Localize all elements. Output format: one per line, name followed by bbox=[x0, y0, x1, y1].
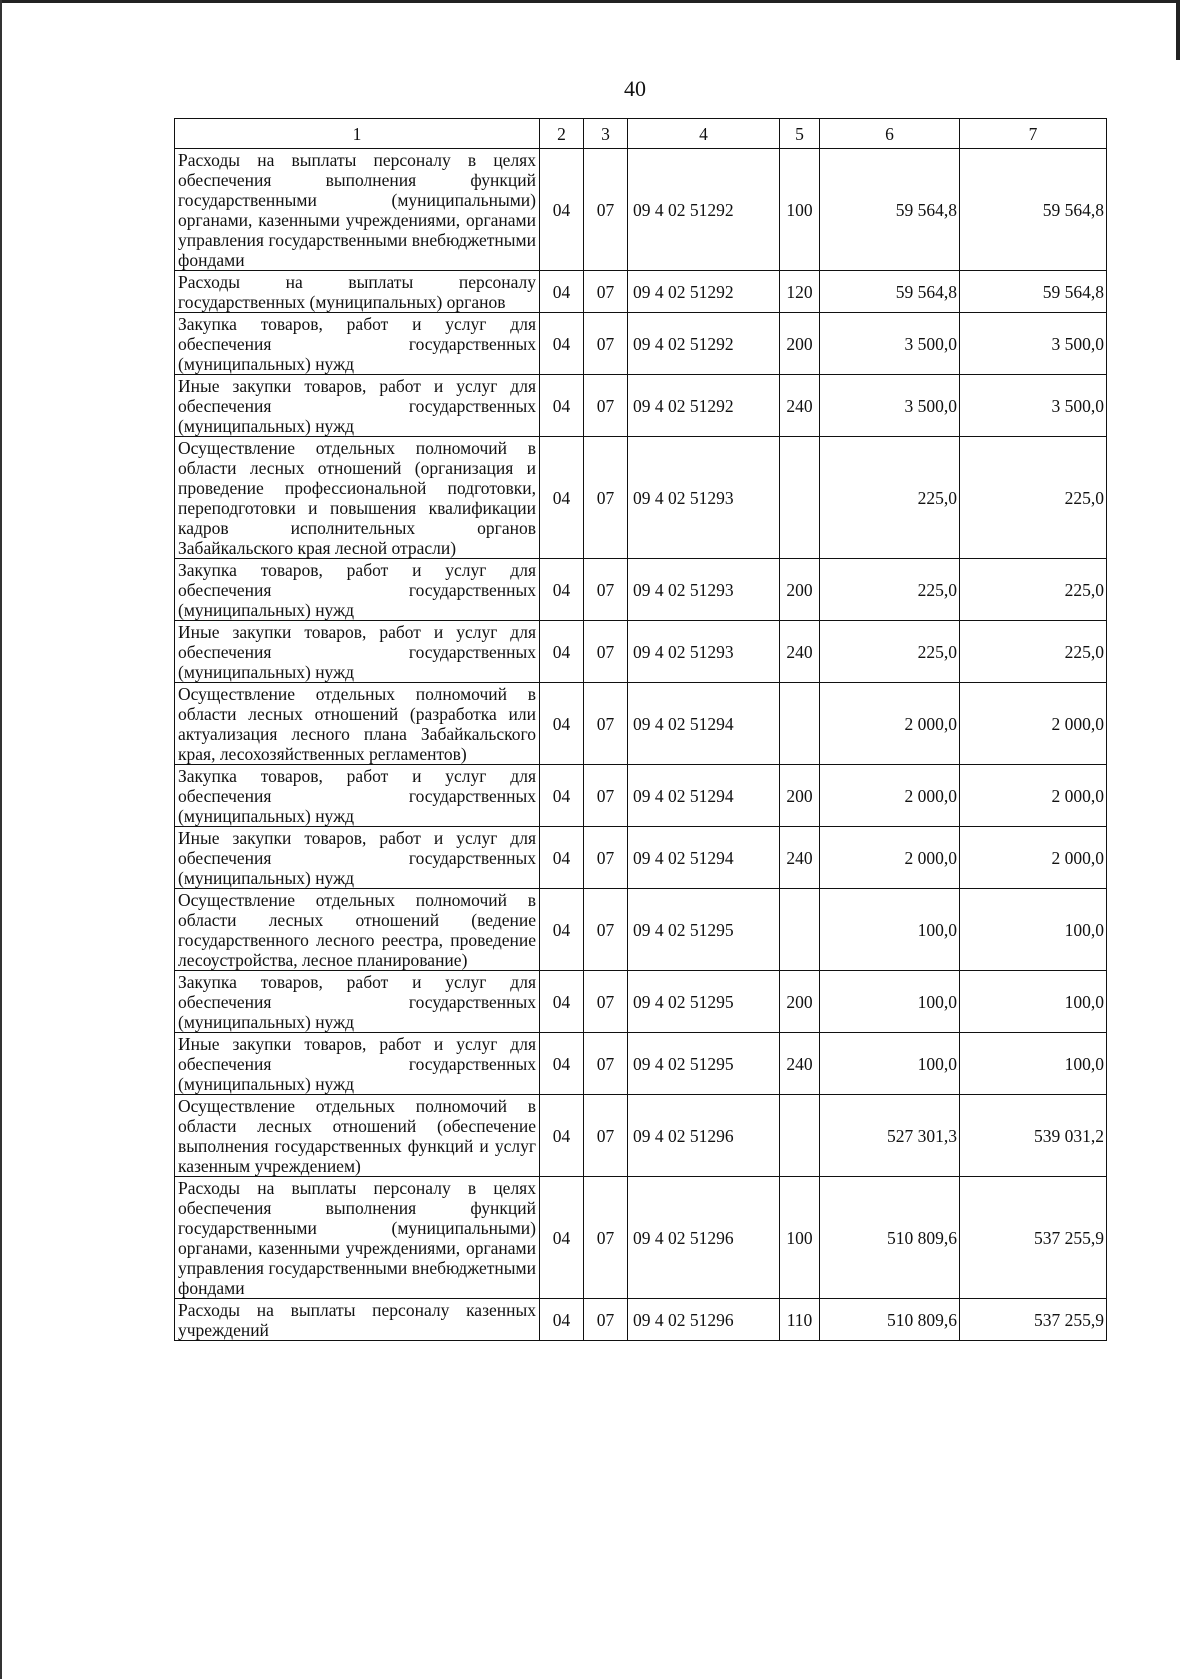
row-subsection: 07 bbox=[584, 313, 628, 375]
row-expense-type: 200 bbox=[780, 559, 820, 621]
header-cell-6: 6 bbox=[820, 119, 960, 149]
row-target-article: 09 4 02 51292 bbox=[628, 375, 780, 437]
row-expense-type: 200 bbox=[780, 765, 820, 827]
row-subsection: 07 bbox=[584, 1177, 628, 1299]
row-amount-year1: 2 000,0 bbox=[820, 683, 960, 765]
row-section: 04 bbox=[540, 765, 584, 827]
row-amount-year1: 510 809,6 bbox=[820, 1299, 960, 1341]
row-section: 04 bbox=[540, 621, 584, 683]
row-amount-year2: 537 255,9 bbox=[960, 1177, 1107, 1299]
row-section: 04 bbox=[540, 149, 584, 271]
row-subsection: 07 bbox=[584, 559, 628, 621]
row-expense-type bbox=[780, 437, 820, 559]
row-description: Закупка товаров, работ и услуг для обеспечения государственных (муниципальных) нужд bbox=[175, 765, 540, 827]
row-target-article: 09 4 02 51293 bbox=[628, 621, 780, 683]
header-cell-5: 5 bbox=[780, 119, 820, 149]
row-subsection: 07 bbox=[584, 621, 628, 683]
row-amount-year1: 3 500,0 bbox=[820, 375, 960, 437]
row-subsection: 07 bbox=[584, 375, 628, 437]
table-row bbox=[175, 1033, 1107, 1095]
scan-edge-right bbox=[1176, 0, 1180, 60]
table-row bbox=[175, 971, 1107, 1033]
row-description: Расходы на выплаты персоналу казенных учреждений bbox=[175, 1299, 540, 1341]
header-cell-4: 4 bbox=[628, 119, 780, 149]
table-row bbox=[175, 437, 1107, 559]
row-expense-type: 100 bbox=[780, 1177, 820, 1299]
row-section: 04 bbox=[540, 271, 584, 313]
row-description: Иные закупки товаров, работ и услуг для обеспечения государственных (муниципальных) нужд bbox=[175, 375, 540, 437]
row-description: Расходы на выплаты персоналу в целях обеспечения выполнения функций государственными (муниципальными) органами, казенными учреждениями, органами управления государственными внебюджетными фондами bbox=[175, 149, 540, 271]
row-description: Осуществление отдельных полномочий в области лесных отношений (ведение государственного лесного реестра, проведение лесоустройства, лесное планирование) bbox=[175, 889, 540, 971]
row-section: 04 bbox=[540, 1299, 584, 1341]
header-cell-7: 7 bbox=[960, 119, 1107, 149]
row-amount-year2: 100,0 bbox=[960, 1033, 1107, 1095]
row-target-article: 09 4 02 51294 bbox=[628, 683, 780, 765]
row-subsection: 07 bbox=[584, 1033, 628, 1095]
row-target-article: 09 4 02 51292 bbox=[628, 313, 780, 375]
row-target-article: 09 4 02 51296 bbox=[628, 1095, 780, 1177]
header-cell-2: 2 bbox=[540, 119, 584, 149]
row-amount-year1: 100,0 bbox=[820, 971, 960, 1033]
row-section: 04 bbox=[540, 971, 584, 1033]
row-amount-year1: 100,0 bbox=[820, 889, 960, 971]
row-section: 04 bbox=[540, 375, 584, 437]
table-row bbox=[175, 889, 1107, 971]
row-amount-year2: 537 255,9 bbox=[960, 1299, 1107, 1341]
row-target-article: 09 4 02 51293 bbox=[628, 559, 780, 621]
row-amount-year2: 539 031,2 bbox=[960, 1095, 1107, 1177]
row-description: Иные закупки товаров, работ и услуг для обеспечения государственных (муниципальных) нужд bbox=[175, 621, 540, 683]
row-section: 04 bbox=[540, 889, 584, 971]
row-amount-year2: 3 500,0 bbox=[960, 313, 1107, 375]
budget-table bbox=[174, 118, 1107, 1341]
row-expense-type: 100 bbox=[780, 149, 820, 271]
row-amount-year2: 59 564,8 bbox=[960, 271, 1107, 313]
row-expense-type: 240 bbox=[780, 621, 820, 683]
table-row bbox=[175, 313, 1107, 375]
row-subsection: 07 bbox=[584, 683, 628, 765]
row-section: 04 bbox=[540, 683, 584, 765]
row-amount-year2: 225,0 bbox=[960, 559, 1107, 621]
scan-edge-left bbox=[0, 0, 2, 1679]
table-row bbox=[175, 271, 1107, 313]
row-description: Осуществление отдельных полномочий в области лесных отношений (организация и проведение профессиональной подготовки, переподготовки и повышения квалификации кадров исполнительных органов Забайкальского края лесной отрасли) bbox=[175, 437, 540, 559]
row-target-article: 09 4 02 51294 bbox=[628, 765, 780, 827]
row-section: 04 bbox=[540, 1177, 584, 1299]
row-expense-type: 240 bbox=[780, 375, 820, 437]
row-amount-year2: 2 000,0 bbox=[960, 827, 1107, 889]
row-amount-year2: 100,0 bbox=[960, 971, 1107, 1033]
row-description: Иные закупки товаров, работ и услуг для обеспечения государственных (муниципальных) нужд bbox=[175, 1033, 540, 1095]
row-target-article: 09 4 02 51296 bbox=[628, 1299, 780, 1341]
row-amount-year1: 59 564,8 bbox=[820, 271, 960, 313]
row-expense-type: 240 bbox=[780, 1033, 820, 1095]
row-description: Осуществление отдельных полномочий в области лесных отношений (разработка или актуализация лесного плана Забайкальского края, лесохозяйственных регламентов) bbox=[175, 683, 540, 765]
row-subsection: 07 bbox=[584, 271, 628, 313]
row-subsection: 07 bbox=[584, 971, 628, 1033]
table-row bbox=[175, 827, 1107, 889]
table-row bbox=[175, 559, 1107, 621]
row-expense-type: 120 bbox=[780, 271, 820, 313]
table-row bbox=[175, 1299, 1107, 1341]
row-target-article: 09 4 02 51292 bbox=[628, 149, 780, 271]
row-amount-year1: 225,0 bbox=[820, 437, 960, 559]
row-amount-year2: 2 000,0 bbox=[960, 765, 1107, 827]
row-amount-year1: 59 564,8 bbox=[820, 149, 960, 271]
row-section: 04 bbox=[540, 827, 584, 889]
row-amount-year2: 2 000,0 bbox=[960, 683, 1107, 765]
row-description: Расходы на выплаты персоналу в целях обеспечения выполнения функций государственными (муниципальными) органами, казенными учреждениями, органами управления государственными внебюджетными фондами bbox=[175, 1177, 540, 1299]
row-description: Закупка товаров, работ и услуг для обеспечения государственных (муниципальных) нужд bbox=[175, 559, 540, 621]
table-row bbox=[175, 149, 1107, 271]
row-target-article: 09 4 02 51295 bbox=[628, 889, 780, 971]
row-section: 04 bbox=[540, 1095, 584, 1177]
scan-edge-top bbox=[0, 0, 1180, 3]
row-section: 04 bbox=[540, 559, 584, 621]
row-amount-year1: 225,0 bbox=[820, 621, 960, 683]
row-description: Расходы на выплаты персоналу государственных (муниципальных) органов bbox=[175, 271, 540, 313]
row-section: 04 bbox=[540, 313, 584, 375]
table-row bbox=[175, 683, 1107, 765]
row-target-article: 09 4 02 51295 bbox=[628, 1033, 780, 1095]
row-subsection: 07 bbox=[584, 765, 628, 827]
row-description: Иные закупки товаров, работ и услуг для обеспечения государственных (муниципальных) нужд bbox=[175, 827, 540, 889]
row-amount-year2: 59 564,8 bbox=[960, 149, 1107, 271]
row-expense-type bbox=[780, 889, 820, 971]
row-amount-year2: 100,0 bbox=[960, 889, 1107, 971]
row-subsection: 07 bbox=[584, 1095, 628, 1177]
page-number: 40 bbox=[624, 76, 646, 101]
row-amount-year1: 100,0 bbox=[820, 1033, 960, 1095]
row-amount-year1: 527 301,3 bbox=[820, 1095, 960, 1177]
row-expense-type: 200 bbox=[780, 971, 820, 1033]
row-subsection: 07 bbox=[584, 437, 628, 559]
row-target-article: 09 4 02 51296 bbox=[628, 1177, 780, 1299]
table-row bbox=[175, 1177, 1107, 1299]
table-row bbox=[175, 375, 1107, 437]
row-target-article: 09 4 02 51295 bbox=[628, 971, 780, 1033]
header-cell-1: 1 bbox=[175, 119, 540, 149]
row-target-article: 09 4 02 51294 bbox=[628, 827, 780, 889]
row-expense-type bbox=[780, 1095, 820, 1177]
row-expense-type bbox=[780, 683, 820, 765]
table-row bbox=[175, 765, 1107, 827]
row-amount-year1: 2 000,0 bbox=[820, 827, 960, 889]
row-subsection: 07 bbox=[584, 149, 628, 271]
row-description: Закупка товаров, работ и услуг для обеспечения государственных (муниципальных) нужд bbox=[175, 313, 540, 375]
row-amount-year1: 510 809,6 bbox=[820, 1177, 960, 1299]
row-target-article: 09 4 02 51292 bbox=[628, 271, 780, 313]
row-amount-year2: 3 500,0 bbox=[960, 375, 1107, 437]
row-description: Осуществление отдельных полномочий в области лесных отношений (обеспечение выполнения государственных функций и услуг казенным учреждением) bbox=[175, 1095, 540, 1177]
row-section: 04 bbox=[540, 1033, 584, 1095]
row-amount-year2: 225,0 bbox=[960, 621, 1107, 683]
table-row bbox=[175, 621, 1107, 683]
row-section: 04 bbox=[540, 437, 584, 559]
row-subsection: 07 bbox=[584, 1299, 628, 1341]
row-subsection: 07 bbox=[584, 827, 628, 889]
row-expense-type: 110 bbox=[780, 1299, 820, 1341]
row-amount-year1: 2 000,0 bbox=[820, 765, 960, 827]
table-row bbox=[175, 1095, 1107, 1177]
header-cell-3: 3 bbox=[584, 119, 628, 149]
row-amount-year1: 225,0 bbox=[820, 559, 960, 621]
row-target-article: 09 4 02 51293 bbox=[628, 437, 780, 559]
row-amount-year2: 225,0 bbox=[960, 437, 1107, 559]
row-amount-year1: 3 500,0 bbox=[820, 313, 960, 375]
row-expense-type: 240 bbox=[780, 827, 820, 889]
header-row bbox=[175, 119, 1107, 149]
row-subsection: 07 bbox=[584, 889, 628, 971]
row-description: Закупка товаров, работ и услуг для обеспечения государственных (муниципальных) нужд bbox=[175, 971, 540, 1033]
row-expense-type: 200 bbox=[780, 313, 820, 375]
